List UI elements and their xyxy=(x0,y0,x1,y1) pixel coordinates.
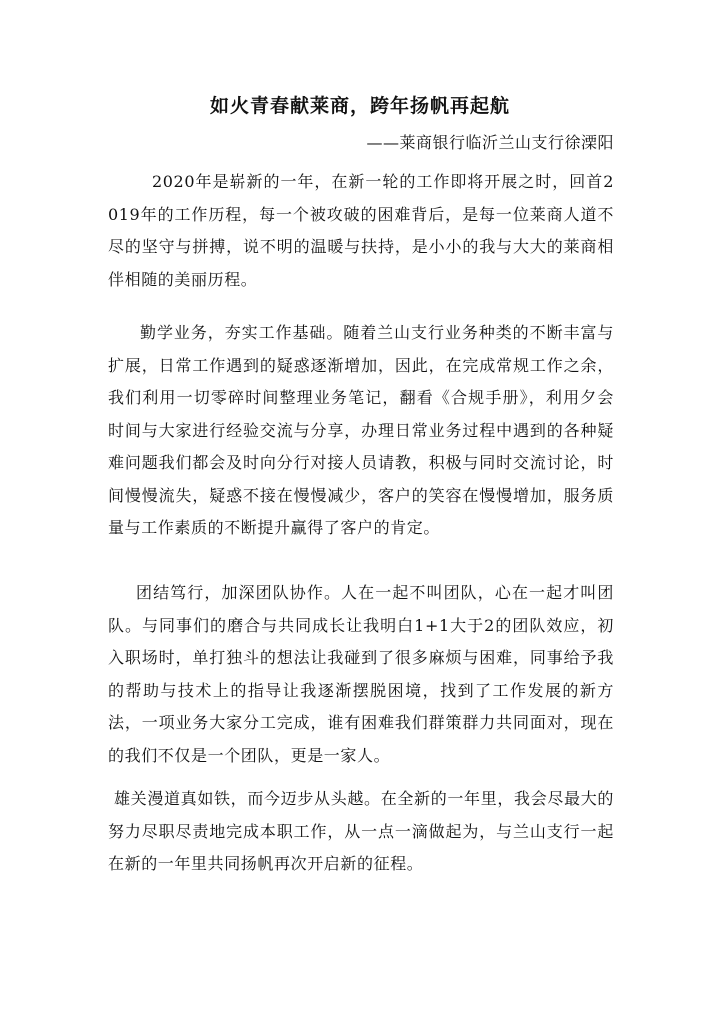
paragraph-teamwork: 团结笃行，加深团队协作。人在一起不叫团队，心在一起才叫团队。与同事们的磨合与共同成长让我明白1+1大于2的团队效应，初入职场时，单打独斗的想法让我碰到了很多麻烦与困难，同事给予我的帮助与技术上的指导让我逐渐摆脱困境，找到了工作发展的新方法，一项业务大家分工完成，谁有困难我们群策群力共同面对，现在的我们不仅是一个团队，更是一家人。 xyxy=(108,583,614,765)
paragraph-intro: 2020年是崭新的一年，在新一轮的工作即将开展之时，回首2019年的工作历程，每一个被攻破的困难背后，是每一位莱商人道不尽的坚守与拼搏，说不明的温暖与扶持，是小小的我与大大的莱商相伴相随的美丽历程。 xyxy=(108,172,614,289)
document-title: 如火青春献莱商，跨年扬帆再起航 xyxy=(209,95,510,117)
paragraph-closing: 雄关漫道真如铁，而今迈步从头越。在全新的一年里，我会尽最大的努力尽职尽责地完成本职工作，从一点一滴做起为，与兰山支行一起在新的一年里共同扬帆再次开启新的征程。 xyxy=(108,789,614,873)
author-byline: ——莱商银行临沂兰山支行徐溧阳 xyxy=(366,133,614,152)
paragraph-study: 勤学业务，夯实工作基础。随着兰山支行业务种类的不断丰富与扩展，日常工作遇到的疑惑逐渐增加，因此，在完成常规工作之余，我们利用一切零碎时间整理业务笔记，翻看《合规手册》，利用夕会时间与大家进行经验交流与分享，办理日常业务过程中遇到的各种疑难问题我们都会及时向分行对接人员请教，积极与同时交流讨论，时间慢慢流失，疑惑不接在慢慢减少，客户的笑容在慢慢增加，服务质量与工作素质的不断提升赢得了客户的肯定。 xyxy=(108,323,614,537)
